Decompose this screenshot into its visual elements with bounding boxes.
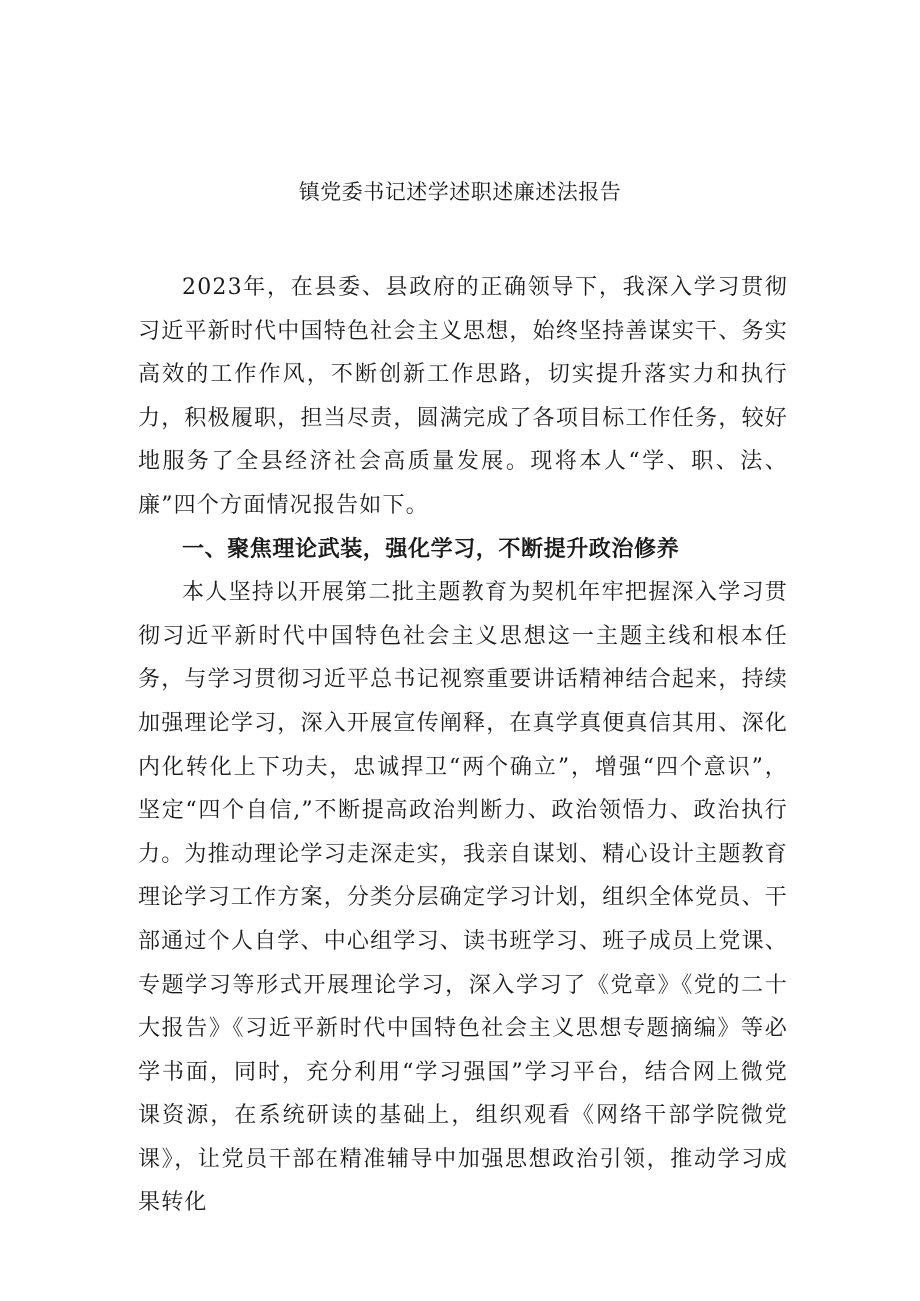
section-paragraph: 本人坚持以开展第二批主题教育为契机年牢把握深入学习贯彻习近平新时代中国特色社会主义思想这一主题主线和根本任务，与学习贯彻习近平总书记视察重要讲话精神结合起来，持续加强理论学习，深入开展宣传阐释，在真学真便真信其用、深化内化转化上下功夫，忠诚捍卫“两个确立”，增强“四个意识”，坚定“四个自信,”不断提高政治判断力、政治领悟力、政治执行力。为推动理论学习走深走实，我亲自谋划、精心设计主题教育理论学习工作方案，分类分层确定学习计划，组织全体党员、干部通过个人自学、中心组学习、读书班学习、班子成员上党课、专题学习等形式开展理论学习，深入学习了《党章》《党的二十大报告》《习近平新时代中国特色社会主义思想专题摘编》等必学书面，同时，充分利用“学习强国”学习平台，结合网上微党课资源，在系统研读的基础上，组织观看《网络干部学院微党课》，让党员干部在精准辅导中加强思想政治引领，推动学习成果转化: [138, 580, 788, 1216]
document-title: 镇党委书记述学述职述廉述法报告: [298, 180, 622, 204]
intro-paragraph: 2023年，在县委、县政府的正确领导下，我深入学习贯彻习近平新时代中国特色社会主义思想，始终坚持善谋实干、务实高效的工作作风，不断创新工作思路，切实提升落实力和执行力，积极履职，担当尽责，圆满完成了各项目标工作任务，较好地服务了全县经济社会高质量发展。现将本人“学、职、法、廉”四个方面情况报告如下。: [138, 275, 788, 518]
section-heading: 一、聚焦理论武装，强化学习，不断提升政治修养: [182, 536, 680, 562]
document-body: [138, 266, 788, 1225]
